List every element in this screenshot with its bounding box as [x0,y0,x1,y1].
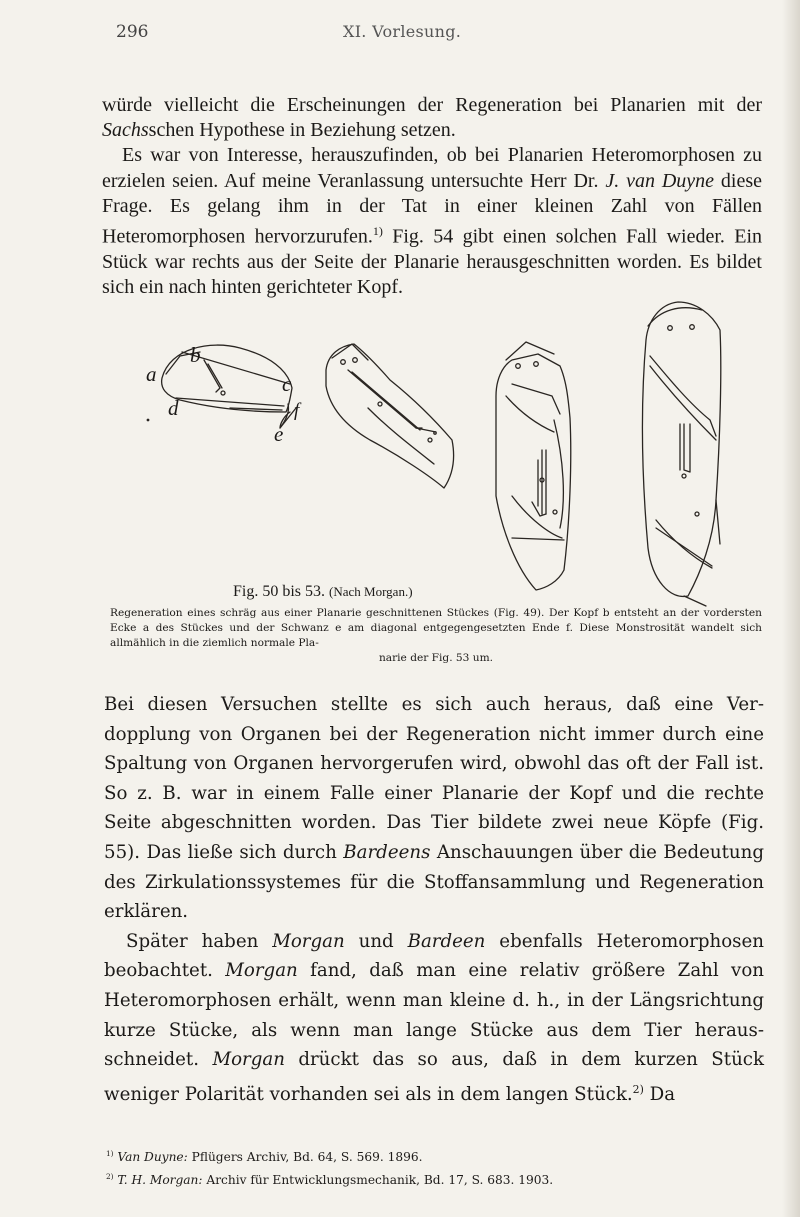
text-run: ebenfalls Heteromorphosen beobachtet. [104,930,764,982]
text-run: und [344,930,408,952]
footnote [106,1144,766,1167]
footnote-ref: 2) [632,1082,644,1096]
footnote [106,1167,766,1190]
author-name: Bardeen [407,930,486,952]
author-name: Morgan [272,930,345,952]
fig-label-c: c [282,372,292,396]
fig-label-a: a [146,362,157,386]
fig-52-planarian [496,342,571,590]
paragraph [104,690,764,927]
fig-label-e: e [274,422,284,446]
running-head: XI. Vorlesung. [343,22,462,41]
caption-last-line: narie der Fig. 53 um. [378,652,494,664]
text-run: drückt das so aus, daß in dem kurzen Stück weniger Polarität vorhanden sei als in dem langen Stück. [104,1049,764,1105]
fig-51-planarian [326,344,454,488]
page-number: 296 [116,22,149,42]
text-run: Anschauungen über die Bedeutung des Zirkulationssystemes für die Stoffansammlung und Regeneration erklären. [104,841,764,923]
author-name: Bardeens [343,841,431,863]
text-run: diese Frage. Es gelang ihm in der Tat in einer kleinen Zahl von Fällen Heteromorphosen hervorzurufen. [102,169,762,248]
paragraph [102,143,762,300]
text-run: würde vielleicht die Erscheinungen der Regeneration bei Planarien mit der [102,94,762,116]
text-run: fand, daß man eine relativ größere Zahl von Heteromorphosen erhält, wenn man kleine d. h., in der Längsrichtung kurze Stücke, als wenn man lange Stücke aus dem Tier herausschneidet. [104,960,764,1071]
figure-title [233,583,413,601]
main-text [104,690,764,1109]
text-run: Bei diesen Versuchen stellte es sich auch heraus, daß eine Verdopplung von Organen bei der Regeneration nicht immer durch eine Spaltung von Organen hervorgerufen wird, obwohl das oft der Fall ist. So z. B. war in einem Falle einer Planarie der Kopf und die rechte Seite abgeschnitten worden. Das Tier bildete zwei neue Köpfe (Fig. 55). Das ließe sich durch [104,694,764,863]
figure-caption [110,606,762,666]
paragraph [104,927,764,1110]
text-run: Da [643,1083,676,1105]
author-name: Sachs [102,119,149,142]
fig-label-f: f [294,400,300,421]
page-edge-shadow [782,0,800,1217]
paragraph [102,93,762,143]
footnote-author: Van Duyne: [117,1150,188,1165]
text-run: Es war von Interesse, herauszufinden, ob bei Planarien Heteromorphosen zu erzielen seien. Auf meine Veranlassung untersuchte Herr Dr. [102,144,762,192]
caption-text: Regeneration eines schräg aus einer Planarie geschnittenen Stückes (Fig. 49). Der Kopf b entsteht an der vordersten Ecke a des Stückes und der Schwanz e am diagonal entgegengesetzten Ende f. Diese Monstrosität wandelt sich allmählich in die ziemlich normale Pla- [110,607,762,649]
text-run: Fig. 54 gibt einen solchen Fall wieder. Ein Stück war rechts aus der Seite der Planarie herausgeschnitten worden. Es bildet sich ein nach hinten gerichteter Kopf. [102,225,762,299]
footnote-text: Archiv für Entwicklungsmechanik, Bd. 17, S. 683. 1903. [202,1173,554,1188]
planarian-figure [140,300,780,608]
text-run: Später haben [126,930,273,952]
footnotes [106,1144,766,1190]
footnote-number: 1) [106,1149,114,1158]
text-run: schen Hypothese in Beziehung setzen. [148,119,456,142]
page-header [116,22,716,50]
author-name: Morgan [225,960,298,982]
intro-text [102,93,762,300]
fig-53-planarian [642,302,720,606]
planarian-drawings [140,300,780,608]
fig-label-d: d [168,396,179,420]
fig-label-b: b [190,343,201,367]
footnote-author: T. H. Morgan: [117,1173,203,1188]
footnote-ref: 1) [372,224,383,239]
footnote-text: Pflügers Archiv, Bd. 64, S. 569. 1896. [187,1150,423,1165]
author-name: J. van Duyne [605,169,715,192]
speck [147,419,150,422]
author-name: Morgan [212,1049,285,1071]
footnote-number: 2) [106,1172,114,1182]
figure-number: Fig. 50 bis 53. [233,583,326,600]
fig-50-fragment [162,345,296,428]
figure-source: (Nach Morgan.) [329,584,413,599]
